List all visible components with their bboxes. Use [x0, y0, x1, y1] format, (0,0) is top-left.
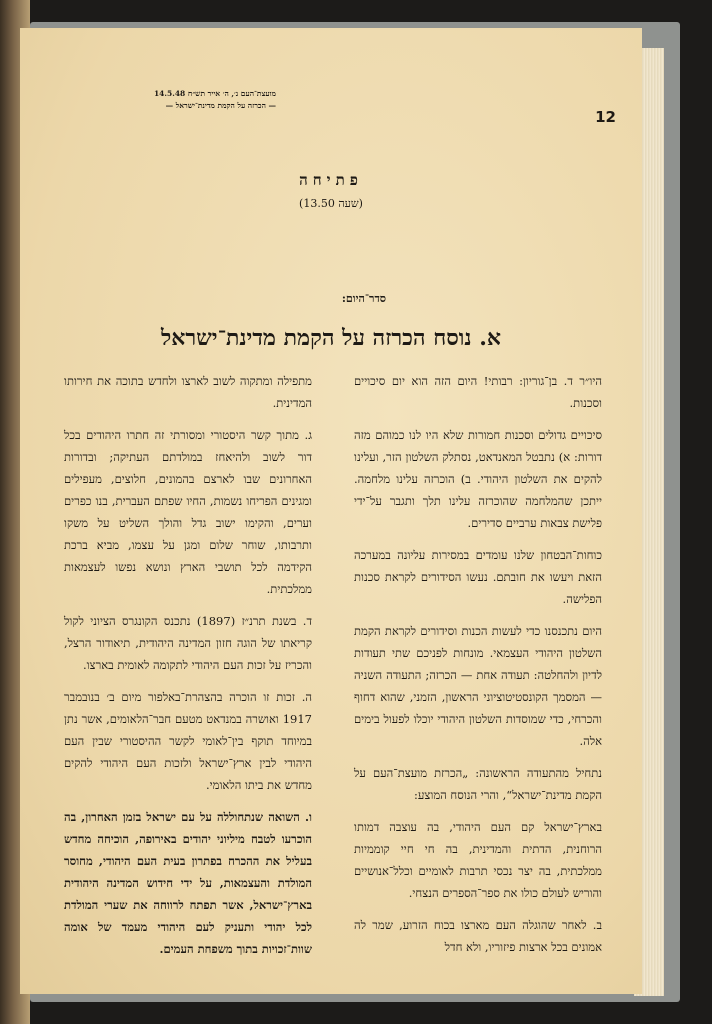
paragraph: היום נתכנסנו כדי לעשות הכנות וסידורים לקראת הקמת השלטון היהודי העצמאי. מונחות לפניכם שתי תעודות לדיון ולהחלטה: תעודה אחת — הכרזה; התעודה השניה — המסמך הקונסטיטוציוני הראשון, הזמני, שהוא דחוף והכרחי, כדי שמוסדות השלטון היהודי יוכלו לפעול בימים אלה.: [354, 624, 602, 748]
section-heading: א. נוסח הכרזה על הקמת מדינת־ישראל: [161, 325, 501, 351]
header-note-line-1: מועצת־העם נ׳, ה׳ אייר תש״ח 14.5.48: [153, 89, 276, 98]
header-note-line-2: — הכרזה על הקמת מדינת־ישראל —: [165, 101, 276, 110]
paragraph: היו״ר ד. בן־גוריון: רבותי! היום הזה הוא יום סיכויים וסכנות.: [354, 374, 602, 410]
paragraph: כוחות־הבטחון שלנו עומדים במסירות עליונה במערכה הזאת ויעשו את חובתם. נעשו הסידורים לקראת סכנות הפלישה.: [354, 548, 602, 606]
paragraph: מתפילה ומתקוה לשוב לארצו ולחדש בתוכה את חירותו המדינית.: [64, 374, 312, 410]
document-page: [20, 28, 642, 994]
text-column-right: [354, 370, 602, 968]
paragraph: בארץ־ישראל קם העם היהודי, בה עוצבה דמותו הרוחנית, הדתית והמדינית, בה חי חיי קוממיות ממלכתית, בה יצר נכסי תרבות לאומיים וכלל־אנושיים והוריש לעולם כולו את ספר־הספרים הנצחי.: [354, 820, 602, 900]
header-note: [86, 88, 276, 112]
paragraph: ו. השואה שנתחוללה על עם ישראל בזמן האחרון, בה הוכרעו לטבח מיליוני יהודים באירופה, הוכיחה מחדש בעליל את ההכרח בפתרון בעית העם היהודי, מחוסר המולדת והעצמאות, על ידי חידוש המדינה היהודית בארץ־ישראל, אשר תפתח לרווחה את שערי המולדת לכל יהודי ותעניק לעם היהודי מעמד של אומה שוות־זכויות בתוך משפחת העמים.: [64, 810, 312, 956]
paragraph: נתחיל מהתעודה הראשונה: „הכרזת מועצת־העם על הקמת מדינת־ישראל“, והרי הנוסח המוצע:: [354, 766, 602, 802]
page-number: 12: [595, 108, 616, 126]
opening-title: פתיחה: [299, 171, 363, 189]
agenda-label: סדר־היום:: [341, 292, 386, 305]
paragraph: סיכויים גדולים וסכנות חמורות שלא היו לנו כמוהם מזה דורות: א) נתבטל המאנדאט, נסתלק השלטון הזר, ועלינו להקים את השלטון היהודי. ב) הוכרזה עלינו מלחמה. ייתכן שהמלחמה שהוכרזה עלינו תלך ותגבר על־ידי פלישת צבאות ערביים סדירים.: [354, 428, 602, 530]
paragraph: ד. בשנת תרנ״ז (1897) נתכנס הקונגרס הציוני לקול קריאתו של הוגה חזון המדינה היהודית, תיאודור הרצל, והכריז על זכות העם היהודי לתקומה לאומית בארצו.: [64, 614, 312, 672]
opening-time: (שעה 13.50): [299, 197, 363, 210]
paragraph: ה. זכות זו הוכרה בהצהרת־באלפור מיום ב׳ בנובמבר 1917 ואושרה במנדאט מטעם חבר־הלאומים, אשר נתן במיוחד תוקף בין־לאומי לקשר ההיסטורי שבין העם היהודי לבין ארץ־ישראל ולזכות העם היהודי להקים מחדש את ביתו הלאומי.: [64, 690, 312, 792]
paragraph: ב. לאחר שהוגלה העם מארצו בכוח הזרוע, שמר לה אמונים בכל ארצות פיזוריו, ולא חדל: [354, 918, 602, 954]
paragraph: ג. מתוך קשר היסטורי ומסורתי זה חתרו היהודים בכל דור לשוב ולהיאחז במולדתם העתיקה; ובדורות האחרונים שבו לארצם בהמונים, חלוצים, מעפילים ומגינים הפריחו נשמות, החיו שפתם העברית, בנו כפרים וערים, והקימו ישוב גדל והולך השליט על משקו ותרבותו, שוחר שלום ומגן על עצמו, מביא ברכת הקידמה לכל תושבי הארץ ונושא נפשו לעצמאות ממלכתית.: [64, 428, 312, 596]
text-column-left: [64, 370, 312, 970]
